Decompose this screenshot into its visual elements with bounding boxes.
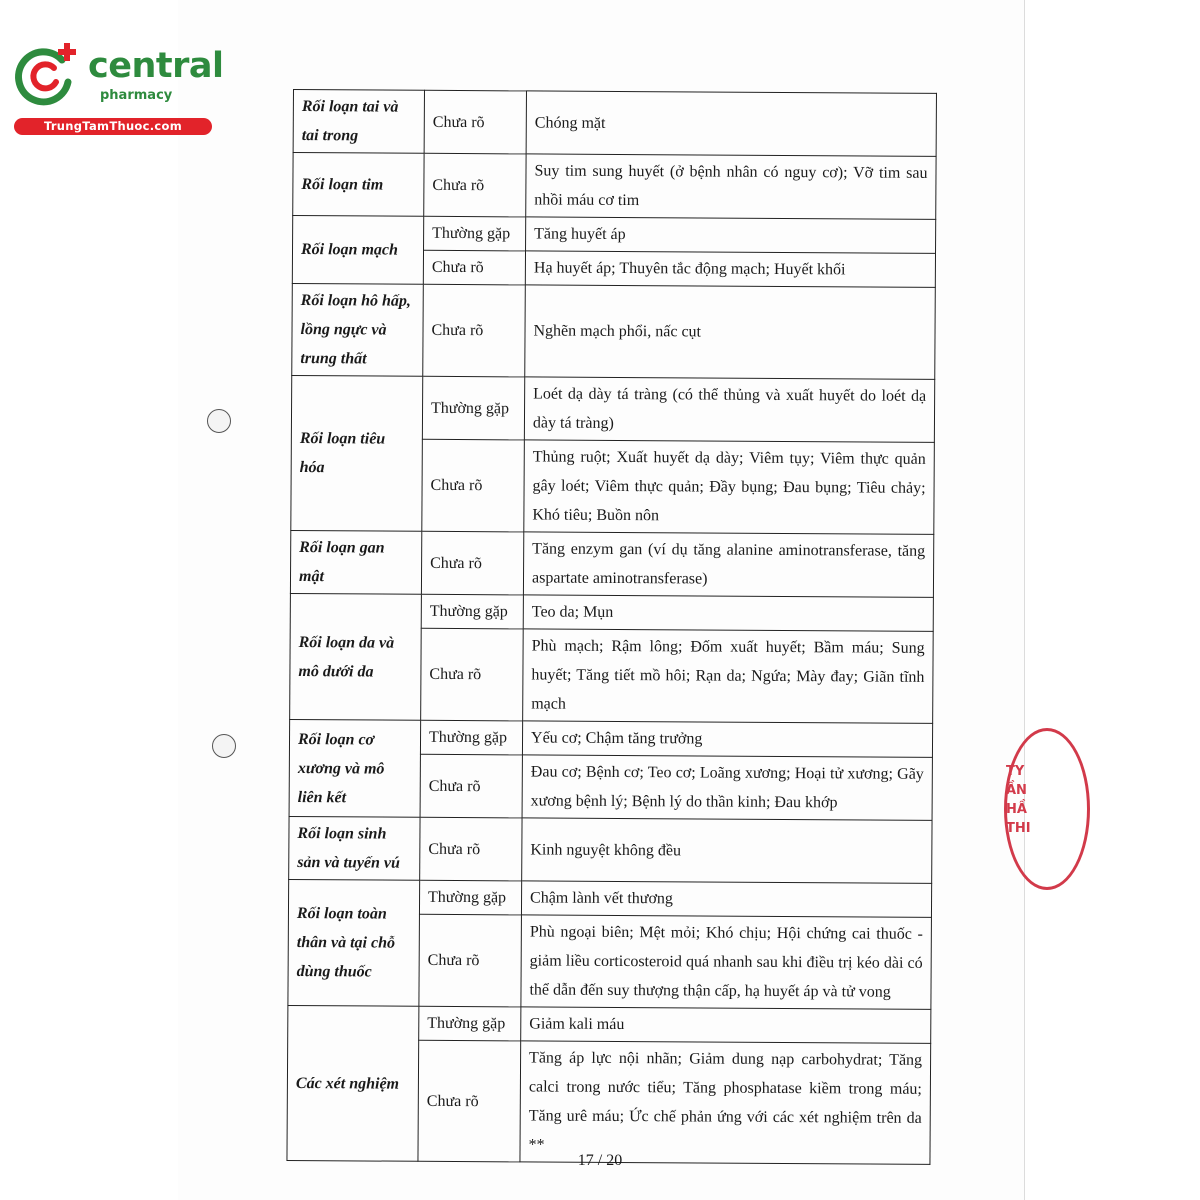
stamp-text xyxy=(1006,762,1031,838)
frequency-cell: Thường gặp xyxy=(424,216,526,251)
brand-website[interactable]: TrungTamThuoc.com xyxy=(14,118,212,135)
table-row xyxy=(289,719,932,757)
frequency-cell: Thường gặp xyxy=(419,1006,521,1041)
stamp-line: TY xyxy=(1006,764,1025,779)
frequency-cell: Chưa rõ xyxy=(423,250,525,285)
table-row xyxy=(291,375,934,442)
stamp-line: HẦ xyxy=(1006,802,1027,817)
effect-cell: Tăng áp lực nội nhãn; Giảm dung nạp carbohydrat; Tăng calci trong nước tiểu; Tăng phosphatase kiềm trong máu; Tăng urê máu; Ức chế phản ứng với các xét nghiệm trên da ** xyxy=(520,1041,931,1165)
effect-cell: Đau cơ; Bệnh cơ; Teo cơ; Loãng xương; Hoại tử xương; Gãy xương bệnh lý; Bệnh lý do thần kinh; Đau khớp xyxy=(522,755,932,821)
organ-class-cell: Rối loạn sinh sản và tuyến vú xyxy=(289,816,420,880)
table-row xyxy=(288,1005,931,1043)
organ-class-cell: Rối loạn tai và tai trong xyxy=(293,90,424,154)
frequency-cell: Chưa rõ xyxy=(421,531,523,595)
organ-class-cell: Rối loạn da và mô dưới da xyxy=(290,593,422,720)
organ-class-cell: Rối loạn gan mật xyxy=(290,530,421,594)
frequency-cell: Chưa rõ xyxy=(419,914,522,1007)
page-number: 17 / 20 xyxy=(577,1152,623,1169)
organ-class-cell: Rối loạn hô hấp, lồng ngực và trung thất xyxy=(292,283,424,376)
table-row xyxy=(293,90,936,157)
organ-class-cell: Rối loạn cơ xương và mô liên kết xyxy=(289,719,421,817)
frequency-cell: Chưa rõ xyxy=(420,754,522,818)
frequency-cell: Chưa rõ xyxy=(418,1040,521,1162)
pharmacy-cross-icon xyxy=(10,38,80,108)
stamp-line: THI xyxy=(1006,821,1031,836)
brand-name: central xyxy=(88,46,224,86)
effect-cell: Teo da; Mụn xyxy=(523,595,933,632)
binder-hole xyxy=(207,409,231,433)
frequency-cell: Thường gặp xyxy=(422,376,524,440)
table-row xyxy=(290,530,933,597)
table-row xyxy=(289,816,932,883)
table-row xyxy=(290,593,933,631)
effect-cell: Hạ huyết áp; Thuyên tắc động mạch; Huyết khối xyxy=(525,251,935,288)
organ-class-cell: Rối loạn tim xyxy=(293,153,424,217)
frequency-cell: Thường gặp xyxy=(421,594,523,629)
binder-hole xyxy=(212,734,236,758)
frequency-cell: Thường gặp xyxy=(419,880,521,915)
frequency-cell: Chưa rõ xyxy=(424,153,526,217)
effect-cell: Giảm kali máu xyxy=(521,1007,931,1044)
table-row xyxy=(293,153,936,220)
frequency-cell: Thường gặp xyxy=(420,720,522,755)
effect-cell: Suy tim sung huyết (ở bệnh nhân có nguy cơ); Vỡ tim sau nhồi máu cơ tim xyxy=(526,154,936,220)
effect-cell: Phù mạch; Rậm lông; Đốm xuất huyết; Bầm máu; Sung huyết; Tăng tiết mồ hôi; Rạn da; Ngứa; Mày đay; Giãn tĩnh mạch xyxy=(523,629,934,724)
effect-cell: Chậm lành vết thương xyxy=(521,881,931,918)
organ-class-cell: Rối loạn toàn thân và tại chỗ dùng thuốc xyxy=(288,879,420,1006)
stamp-line: ẦN xyxy=(1006,783,1027,798)
effect-cell: Thủng ruột; Xuất huyết dạ dày; Viêm tụy; Viêm thực quản gây loét; Viêm thực quản; Đầy bụng; Đau bụng; Tiêu chảy; Khó tiêu; Buồn nôn xyxy=(524,440,935,535)
table-row xyxy=(288,879,931,917)
frequency-cell: Chưa rõ xyxy=(421,628,524,721)
central-pharmacy-logo[interactable] xyxy=(10,38,224,138)
effect-cell: Nghẽn mạch phổi, nấc cụt xyxy=(525,285,936,380)
effect-cell: Tăng enzym gan (ví dụ tăng alanine aminotransferase, tăng aspartate aminotransferase) xyxy=(523,532,933,598)
frequency-cell: Chưa rõ xyxy=(420,817,522,881)
effect-cell: Phù ngoại biên; Mệt mỏi; Khó chịu; Hội chứng cai thuốc - giảm liều corticosteroid quá nhanh sau khi điều trị kéo dài có thể dẫn đến suy thượng thận cấp, hạ huyết áp và tử vong xyxy=(521,915,932,1010)
organ-class-cell: Rối loạn tiêu hóa xyxy=(291,375,423,531)
organ-class-cell: Các xét nghiệm xyxy=(287,1005,419,1161)
organ-class-cell: Rối loạn mạch xyxy=(292,216,423,285)
table-row xyxy=(292,283,936,379)
frequency-cell: Chưa rõ xyxy=(424,90,526,154)
adverse-effects-table xyxy=(286,89,937,1165)
effect-cell: Yếu cơ; Chậm tăng trưởng xyxy=(522,721,932,758)
frequency-cell: Chưa rõ xyxy=(423,284,526,377)
effect-cell: Kinh nguyệt không đều xyxy=(522,818,932,884)
frequency-cell: Chưa rõ xyxy=(422,439,525,532)
effect-cell: Tăng huyết áp xyxy=(526,217,936,254)
effect-cell: Loét dạ dày tá tràng (có thể thủng và xuất huyết do loét dạ dày tá tràng) xyxy=(524,377,934,443)
table-row xyxy=(293,216,936,254)
effect-cell: Chóng mặt xyxy=(526,91,936,157)
company-stamp xyxy=(1000,728,1031,888)
brand-subtitle: pharmacy xyxy=(100,88,173,103)
